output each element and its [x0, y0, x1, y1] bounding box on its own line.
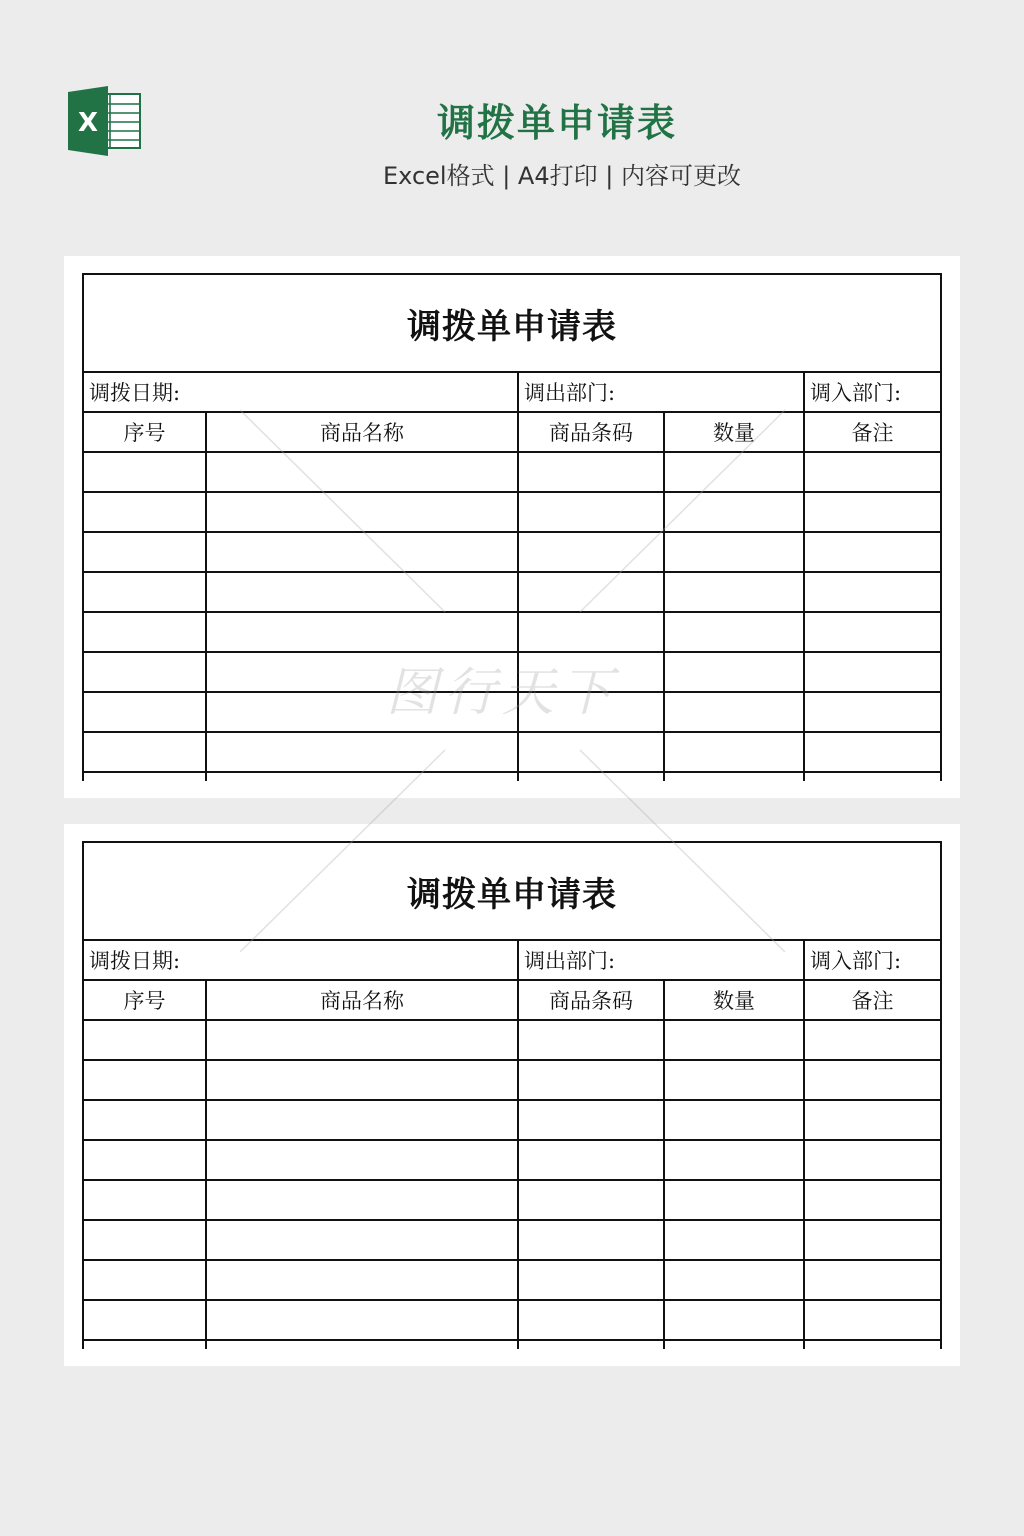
cell-barcode[interactable]: [519, 453, 665, 491]
cell-index[interactable]: [84, 1301, 207, 1339]
cell-remark[interactable]: [805, 653, 940, 691]
table-row: [84, 1181, 940, 1221]
cell-index[interactable]: [84, 453, 207, 491]
cell-index[interactable]: [84, 1221, 207, 1259]
cell-remark[interactable]: [805, 533, 940, 571]
cell-remark[interactable]: [805, 1021, 940, 1059]
cell-barcode: [519, 773, 665, 781]
table-row: [84, 533, 940, 573]
cell-name[interactable]: [207, 533, 519, 571]
cell-barcode[interactable]: [519, 1301, 665, 1339]
cell-index: [84, 1341, 207, 1349]
form-table: [82, 273, 942, 781]
cell-quantity[interactable]: [665, 493, 805, 531]
cell-barcode[interactable]: [519, 1221, 665, 1259]
cell-barcode[interactable]: [519, 613, 665, 651]
table-row-partial: [84, 1341, 940, 1349]
cell-name[interactable]: [207, 1301, 519, 1339]
cell-name[interactable]: [207, 1021, 519, 1059]
cell-remark: [805, 1341, 940, 1349]
cell-barcode[interactable]: [519, 733, 665, 771]
cell-index[interactable]: [84, 1021, 207, 1059]
cell-barcode[interactable]: [519, 653, 665, 691]
table-row: [84, 733, 940, 773]
form-title: 调拨单申请表: [84, 843, 940, 941]
table-row: [84, 1141, 940, 1181]
cell-barcode[interactable]: [519, 493, 665, 531]
cell-quantity[interactable]: [665, 1101, 805, 1139]
cell-index[interactable]: [84, 613, 207, 651]
cell-name[interactable]: [207, 733, 519, 771]
col-header-barcode: 商品条码: [519, 413, 665, 451]
cell-barcode[interactable]: [519, 1101, 665, 1139]
cell-quantity[interactable]: [665, 1061, 805, 1099]
date-label: 调拨日期:: [84, 941, 519, 979]
col-header-quantity: 数量: [665, 981, 805, 1019]
cell-remark[interactable]: [805, 1261, 940, 1299]
cell-remark[interactable]: [805, 1221, 940, 1259]
cell-remark[interactable]: [805, 573, 940, 611]
cell-quantity[interactable]: [665, 613, 805, 651]
table-row: [84, 693, 940, 733]
table-row: [84, 453, 940, 493]
cell-index: [84, 773, 207, 781]
cell-quantity[interactable]: [665, 1181, 805, 1219]
cell-quantity[interactable]: [665, 573, 805, 611]
cell-remark[interactable]: [805, 1061, 940, 1099]
table-row: [84, 1061, 940, 1101]
cell-name[interactable]: [207, 493, 519, 531]
meta-row: [84, 373, 940, 413]
cell-barcode[interactable]: [519, 1261, 665, 1299]
cell-name[interactable]: [207, 1141, 519, 1179]
header-row: [84, 981, 940, 1021]
col-header-index: 序号: [84, 413, 207, 451]
form-sheet-1: [64, 256, 960, 798]
cell-barcode[interactable]: [519, 1181, 665, 1219]
cell-remark[interactable]: [805, 1181, 940, 1219]
table-row: [84, 1221, 940, 1261]
cell-name[interactable]: [207, 1101, 519, 1139]
excel-logo-letter: X: [77, 108, 99, 138]
table-row: [84, 1261, 940, 1301]
cell-remark[interactable]: [805, 493, 940, 531]
in-dept-label: 调入部门:: [810, 949, 902, 973]
cell-quantity[interactable]: [665, 733, 805, 771]
col-header-barcode: 商品条码: [519, 981, 665, 1019]
cell-remark[interactable]: [805, 693, 940, 731]
header-row: [84, 413, 940, 453]
table-row-partial: [84, 773, 940, 781]
table-row: [84, 1301, 940, 1341]
cell-index[interactable]: [84, 733, 207, 771]
cell-remark[interactable]: [805, 453, 940, 491]
cell-quantity[interactable]: [665, 1021, 805, 1059]
table-row: [84, 493, 940, 533]
cell-index[interactable]: [84, 1101, 207, 1139]
col-header-name: 商品名称: [207, 413, 519, 451]
cell-quantity[interactable]: [665, 1301, 805, 1339]
cell-index[interactable]: [84, 1181, 207, 1219]
table-row: [84, 573, 940, 613]
cell-quantity: [665, 773, 805, 781]
cell-quantity[interactable]: [665, 693, 805, 731]
cell-name[interactable]: [207, 453, 519, 491]
cell-remark[interactable]: [805, 1301, 940, 1339]
cell-index[interactable]: [84, 1141, 207, 1179]
col-header-remark: 备注: [851, 989, 894, 1013]
cell-remark[interactable]: [805, 1141, 940, 1179]
cell-barcode[interactable]: [519, 573, 665, 611]
cell-index[interactable]: [84, 573, 207, 611]
cell-remark[interactable]: [805, 1101, 940, 1139]
cell-name[interactable]: [207, 1061, 519, 1099]
cell-index[interactable]: [84, 693, 207, 731]
cell-name[interactable]: [207, 1261, 519, 1299]
table-row: [84, 653, 940, 693]
cell-barcode[interactable]: [519, 693, 665, 731]
in-dept-label: 调入部门:: [810, 381, 902, 405]
watermark-text: 图行天下: [386, 663, 619, 723]
meta-row: [84, 941, 940, 981]
cell-barcode[interactable]: [519, 1061, 665, 1099]
col-header-name: 商品名称: [207, 981, 519, 1019]
cell-name: [207, 1341, 519, 1349]
col-header-remark: 备注: [851, 421, 894, 445]
cell-name[interactable]: [207, 573, 519, 611]
table-row: [84, 1101, 940, 1141]
cell-index[interactable]: [84, 1061, 207, 1099]
cell-name[interactable]: [207, 613, 519, 651]
form-title: 调拨单申请表: [84, 275, 940, 373]
cell-remark[interactable]: [805, 613, 940, 651]
cell-index[interactable]: [84, 493, 207, 531]
date-label: 调拨日期:: [84, 373, 519, 411]
cell-barcode: [519, 1341, 665, 1349]
cell-quantity[interactable]: [665, 1261, 805, 1299]
cell-quantity[interactable]: [665, 1221, 805, 1259]
form-table: [82, 841, 942, 1349]
cell-name: [207, 773, 519, 781]
cell-barcode[interactable]: [519, 1141, 665, 1179]
cell-barcode[interactable]: [519, 533, 665, 571]
cell-name[interactable]: [207, 1221, 519, 1259]
cell-index[interactable]: [84, 533, 207, 571]
table-row: [84, 1021, 940, 1061]
cell-name[interactable]: [207, 653, 519, 691]
out-dept-label: 调出部门:: [519, 373, 805, 411]
cell-index[interactable]: [84, 653, 207, 691]
cell-remark[interactable]: [805, 733, 940, 771]
page-title: 调拨单申请表: [436, 101, 677, 145]
form-sheet-2: [64, 824, 960, 1366]
cell-quantity[interactable]: [665, 453, 805, 491]
cell-quantity[interactable]: [665, 653, 805, 691]
cell-name[interactable]: [207, 1181, 519, 1219]
cell-quantity[interactable]: [665, 1141, 805, 1179]
page-subtitle: Excel格式 | A4打印 | 内容可更改: [383, 162, 741, 190]
cell-name[interactable]: [207, 693, 519, 731]
col-header-quantity: 数量: [665, 413, 805, 451]
cell-quantity[interactable]: [665, 533, 805, 571]
cell-quantity: [665, 1341, 805, 1349]
out-dept-label: 调出部门:: [519, 941, 805, 979]
cell-remark: [805, 773, 940, 781]
table-row: [84, 613, 940, 653]
cell-index[interactable]: [84, 1261, 207, 1299]
col-header-index: 序号: [84, 981, 207, 1019]
cell-barcode[interactable]: [519, 1021, 665, 1059]
